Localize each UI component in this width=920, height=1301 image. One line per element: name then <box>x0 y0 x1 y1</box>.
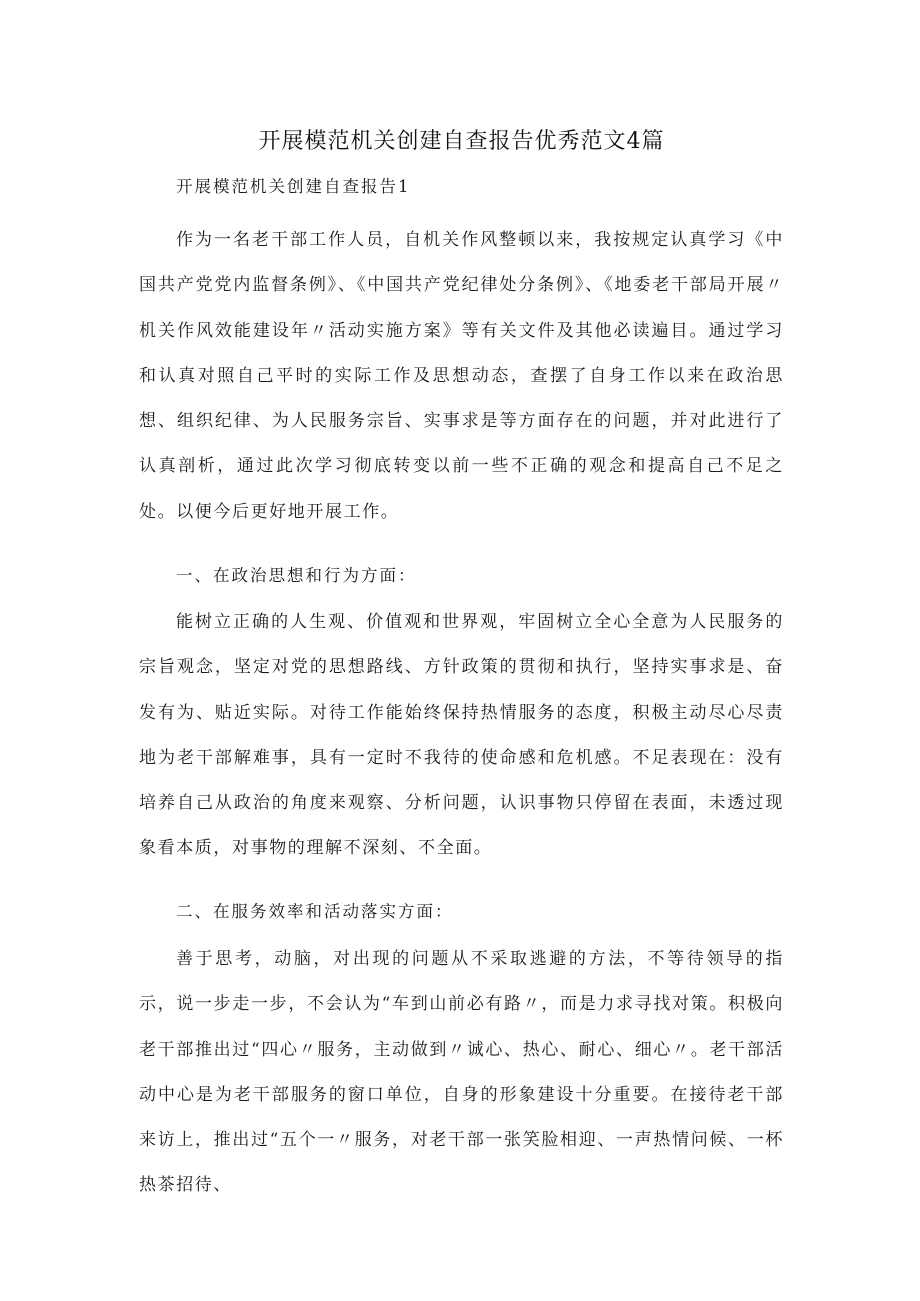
document-subtitle: 开展模范机关创建自查报告1 <box>176 177 411 196</box>
paragraph-political: 能树立正确的人生观、价值观和世界观，牢固树立全心全意为人民服务的宗旨观念，坚定对党的思想路线、方针政策的贯彻和执行，坚持实事求是、奋发有为、贴近实际。对待工作能始终保持热情服务的态度，积极主动尽心尽责地为老干部解难事，具有一定时不我待的使命感和危机感。不足表现在：没有培养自己从政治的角度来观察、分析问题，认识事物只停留在表面，未透过现象看本质，对事物的理解不深刻、不全面。 <box>139 612 784 859</box>
paragraph-service: 善于思考，动脑，对出现的问题从不采取逃避的方法，不等待领导的指示，说一步走一步，不会认为“车到山前必有路〃，而是力求寻找对策。积极向老干部推出过“四心〃服务，主动做到〃诚心、热心、耐心、细心〃。老干部活动中心是为老干部服务的窗口单位，自身的形象建设十分重要。在接待老干部来访上，推出过“五个一〃服务，对老干部一张笑脸相迎、一声热情问候、一杯热茶招待、 <box>139 949 784 1196</box>
section-heading-political: 一、在政治思想和行为方面： <box>176 566 417 585</box>
paragraph-intro: 作为一名老干部工作人员，自机关作风整顿以来，我按规定认真学习《中国共产党党内监督条例》、《中国共产党纪律处分条例》、《地委老干部局开展〃机关作风效能建设年〃活动实施方案》等有关文件及其他必读遍目。通过学习和认真对照自己平时的实际工作及思想动态，查摆了自身工作以来在政治思想、组织纪律、为人民服务宗旨、实事求是等方面存在的问题，并对此进行了认真剖析，通过此次学习彻底转变以前一些不正确的观念和提高自己不足之处。以便今后更好地开展工作。 <box>139 230 784 522</box>
section-heading-service: 二、在服务效率和活动落实方面： <box>176 902 454 921</box>
document-title: 开展模范机关创建自查报告优秀范文4篇 <box>258 129 665 154</box>
